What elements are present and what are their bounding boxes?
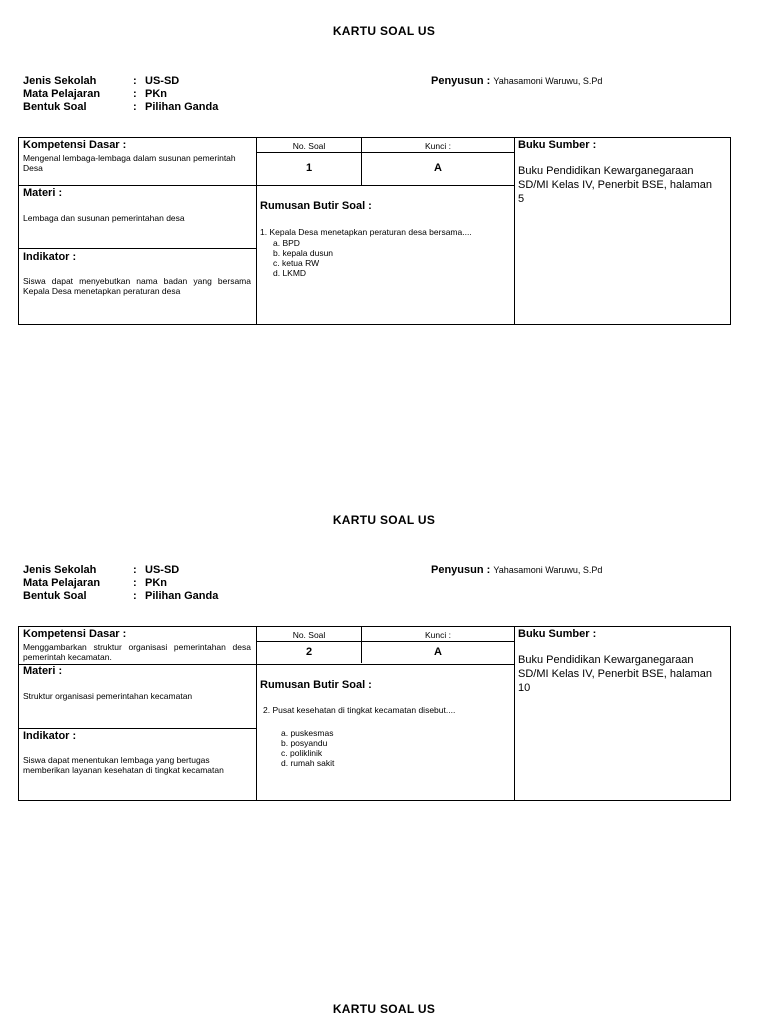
meta-label: Jenis Sekolah <box>23 75 97 87</box>
kd-label: Kompetensi Dasar : <box>23 628 127 640</box>
no-soal-value: 2 <box>305 646 313 658</box>
meta-value: US-SD <box>145 564 180 576</box>
answer-option: a. puskesmas <box>281 728 334 738</box>
meta-label: Mata Pelajaran <box>23 577 101 589</box>
card-3-title: KARTU SOAL US <box>332 1002 436 1016</box>
card-1-title: KARTU SOAL US <box>332 24 436 38</box>
meta-value: Pilihan Ganda <box>145 101 219 113</box>
buku-sumber-label: Buku Sumber : <box>518 139 597 151</box>
kunci-label: Kunci : <box>425 630 451 640</box>
no-soal-label: No. Soal <box>292 630 326 640</box>
author-name: Yahasamoni Waruwu, S.Pd <box>493 565 603 575</box>
kd-label: Kompetensi Dasar : <box>23 139 127 151</box>
kunci-value: A <box>434 162 442 174</box>
card-1-table <box>18 137 731 325</box>
answer-option: b. kepala dusun <box>273 248 334 258</box>
kd-text: Menggambarkan struktur organisasi pemerintahan desa pemerintah kecamatan. <box>23 642 251 662</box>
card-1-meta: Jenis Sekolah : US-SD Mata Pelajaran : PKn Bentuk Soal : Pilihan Ganda <box>23 75 219 113</box>
indikator-label: Indikator : <box>23 730 77 742</box>
indikator-label: Indikator : <box>23 251 77 263</box>
answer-options <box>281 728 334 768</box>
author-name: Yahasamoni Waruwu, S.Pd <box>493 76 603 86</box>
answer-options <box>273 238 333 278</box>
card-2-title: KARTU SOAL US <box>332 513 436 527</box>
materi-label: Materi : <box>23 187 63 199</box>
meta-value: Pilihan Ganda <box>145 590 219 602</box>
buku-sumber-text: Buku Pendidikan Kewarganegaraan SD/MI Kelas IV, Penerbit BSE, halaman 10 <box>518 654 713 694</box>
answer-option: d. rumah sakit <box>281 758 335 768</box>
kunci-label: Kunci : <box>425 141 451 151</box>
buku-sumber-label: Buku Sumber : <box>518 628 597 640</box>
buku-sumber-text: Buku Pendidikan Kewarganegaraan SD/MI Kelas IV, Penerbit BSE, halaman 5 <box>518 165 713 205</box>
materi-text: Lembaga dan susunan pemerintahan desa <box>23 213 185 223</box>
question-text: 2. Pusat kesehatan di tingkat kecamatan disebut.... <box>263 705 456 715</box>
question-text: 1. Kepala Desa menetapkan peraturan desa bersama.... <box>260 227 472 237</box>
indikator-text: Siswa dapat menyebutkan nama badan yang bersama Kepala Desa menetapkan peraturan desa <box>23 276 251 296</box>
no-soal-label: No. Soal <box>292 141 326 151</box>
materi-text: Struktur organisasi pemerintahan kecamatan <box>23 691 193 701</box>
card-1-author <box>431 75 602 87</box>
card-2-meta: Jenis Sekolah : US-SD Mata Pelajaran : PKn Bentuk Soal : Pilihan Ganda <box>23 564 219 602</box>
answer-option: d. LKMD <box>273 268 307 278</box>
answer-option: c. poliklinik <box>281 748 323 758</box>
materi-label: Materi : <box>23 665 63 677</box>
rumusan-label: Rumusan Butir Soal : <box>260 679 372 691</box>
indikator-text: Siswa dapat menentukan lembaga yang bertugas memberikan layanan kesehatan di tingkat kecamatan <box>23 755 224 775</box>
meta-label: Bentuk Soal <box>23 101 87 113</box>
kd-text: Mengenal lembaga-lembaga dalam susunan pemerintah Desa <box>23 153 236 173</box>
author-label: Penyusun : <box>431 564 491 576</box>
kunci-value: A <box>434 646 442 658</box>
meta-value: PKn <box>145 88 167 100</box>
meta-label: Bentuk Soal <box>23 590 87 602</box>
rumusan-label: Rumusan Butir Soal : <box>260 200 372 212</box>
meta-value: PKn <box>145 577 167 589</box>
answer-option: c. ketua RW <box>273 258 320 268</box>
author-label: Penyusun : <box>431 75 491 87</box>
card-2-table <box>18 626 731 801</box>
answer-option: a. BPD <box>273 238 300 248</box>
meta-label: Jenis Sekolah <box>23 564 97 576</box>
meta-value: US-SD <box>145 75 180 87</box>
card-2-author <box>431 564 602 576</box>
meta-label: Mata Pelajaran <box>23 88 101 100</box>
answer-option: b. posyandu <box>281 738 328 748</box>
no-soal-value: 1 <box>305 162 313 174</box>
